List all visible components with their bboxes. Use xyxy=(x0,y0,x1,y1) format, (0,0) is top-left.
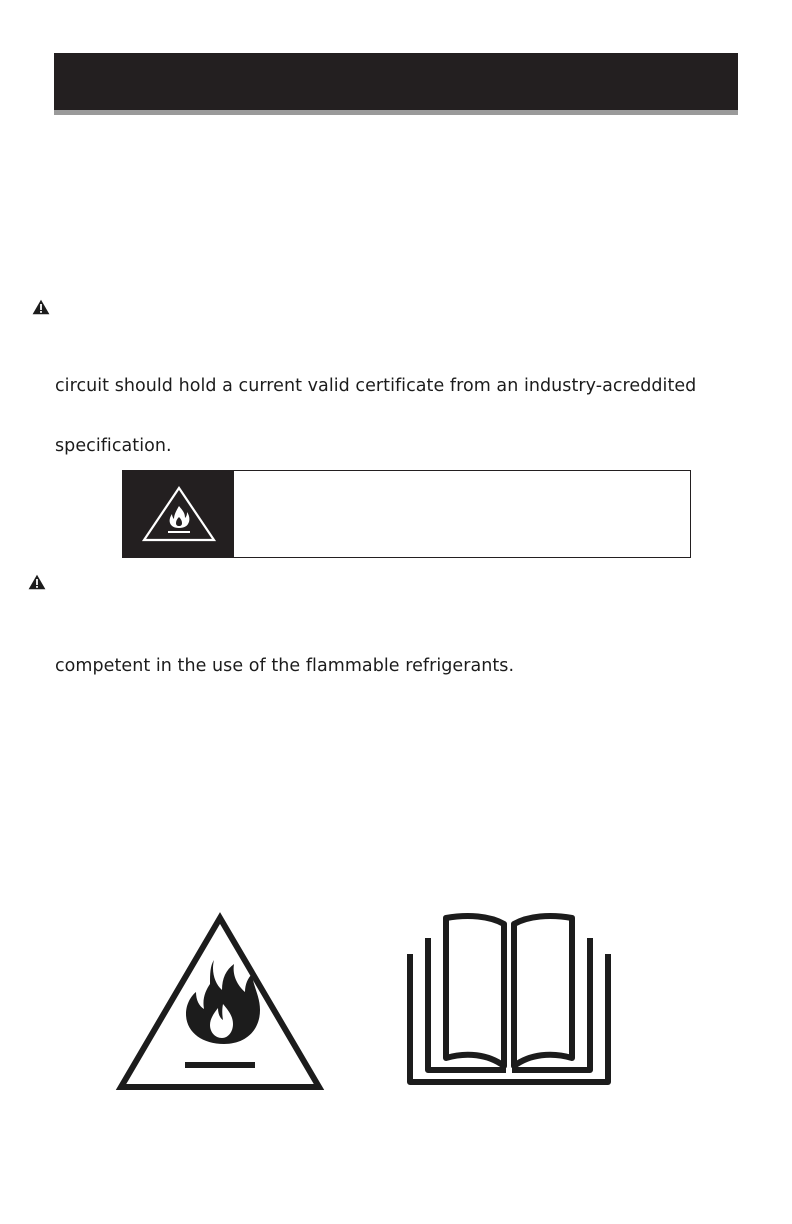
body-text-line: competent in the use of the flammable refrigerants. xyxy=(55,656,515,676)
warning-box-icon-cell xyxy=(123,471,234,557)
body-text-line: specification. xyxy=(55,436,172,456)
section-header-shadow xyxy=(54,110,738,115)
flammable-warning-box xyxy=(122,470,691,558)
section-header-bar xyxy=(54,53,738,110)
read-manual-sign xyxy=(404,912,614,1092)
body-text-line: circuit should hold a current valid certificate from an industry-acreddited xyxy=(55,376,697,396)
warning-triangle-icon xyxy=(32,299,50,315)
flammable-warning-icon xyxy=(141,485,217,543)
warning-triangle-icon xyxy=(28,574,46,590)
flammable-material-sign xyxy=(114,912,326,1092)
